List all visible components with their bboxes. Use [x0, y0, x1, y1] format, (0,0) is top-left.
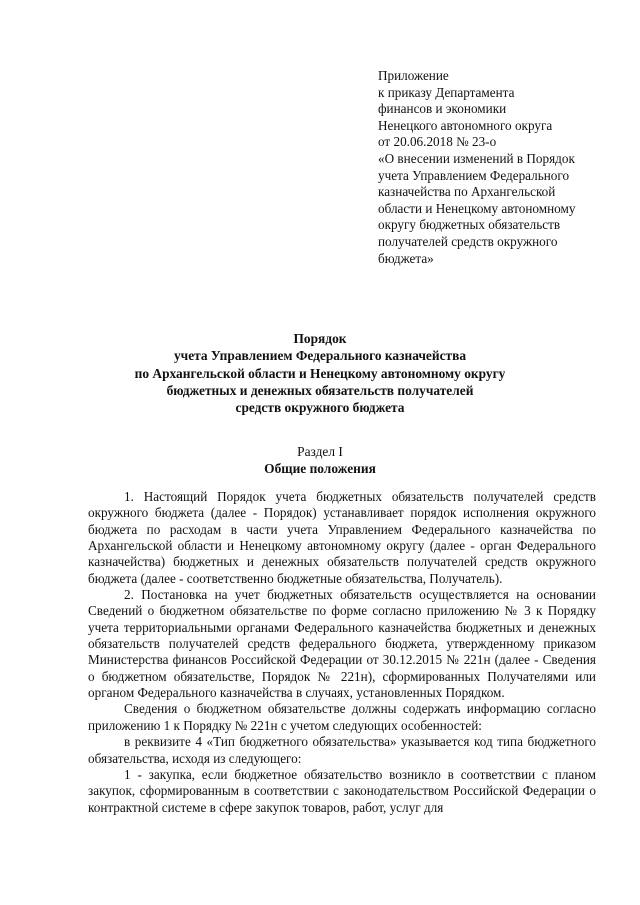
paragraph: Сведения о бюджетном обязательстве должны содержать информацию согласно приложению 1 к Порядку № 221н с учетом следующих особенностей:: [88, 701, 596, 733]
appendix-line: финансов и экономики: [378, 101, 507, 117]
appendix-header: [378, 68, 610, 267]
appendix-line: округу бюджетных обязательств: [378, 217, 561, 233]
paragraph: 2. Постановка на учет бюджетных обязательств осуществляется на основании Сведений о бюджетном обязательстве по форме согласно приложению № 3 к Порядку учета территориальными органами Федерального казначейства бюджетных и денежных обязательств получателей средств федерального бюджета, утвержденному приказом Министерства финансов Российской Федерации от 30.12.2015 № 221н (далее - Сведения о бюджетном обязательстве, Порядок № 221н), сформированных Получателями или органом Федерального казначейства в случаях, установленных Порядком.: [88, 587, 596, 701]
appendix-line: Приложение: [378, 68, 449, 83]
section-number: Раздел I: [297, 444, 343, 459]
document-title: [100, 330, 540, 416]
title-line: учета Управлением Федерального казначейства: [173, 348, 467, 364]
title-line: средств окружного бюджета: [235, 400, 405, 416]
appendix-line: учета Управлением Федерального: [378, 167, 570, 183]
paragraph: в реквизите 4 «Тип бюджетного обязательства» указывается код типа бюджетного обязательства, исходя из следующего:: [88, 734, 596, 766]
appendix-line: получателей средств окружного: [378, 233, 558, 249]
paragraph: 1. Настоящий Порядок учета бюджетных обязательств получателей средств окружного бюджета (далее - Порядок) устанавливает порядок исполнения окружного бюджета по расходам в части учета Управлением Федерального казначейства по Архангельской области и Ненецкому автономному округу (далее - орган Федерального казначейства) бюджетных и денежных обязательств получателей средств окружного бюджета (далее - соответственно бюджетные обязательства, Получатель).: [88, 489, 596, 586]
title-line: бюджетных и денежных обязательств получателей: [166, 382, 474, 398]
appendix-line: к приказу Департамента: [378, 84, 515, 100]
appendix-line: «О внесении изменений в Порядок: [378, 150, 575, 166]
paragraph: 1 - закупка, если бюджетное обязательство возникло в соответствии с планом закупок, сформированным в соответствии с законодательством Российской Федерации о контрактной системе в сфере закупок товаров, работ, услуг для: [88, 766, 596, 815]
appendix-line: казначейства по Архангельской: [378, 184, 556, 200]
section-heading: [100, 443, 540, 478]
document-body: [88, 489, 596, 816]
title-line: Порядок: [293, 331, 347, 346]
section-name: Общие положения: [264, 461, 376, 477]
appendix-line: области и Ненецкому автономному: [378, 200, 576, 216]
appendix-line: Ненецкого автономного округа: [378, 117, 553, 133]
appendix-line: бюджета»: [378, 250, 434, 266]
title-line: по Архангельской области и Ненецкому автономному округу: [134, 365, 506, 381]
appendix-line: от 20.06.2018 № 23-о: [378, 134, 497, 150]
